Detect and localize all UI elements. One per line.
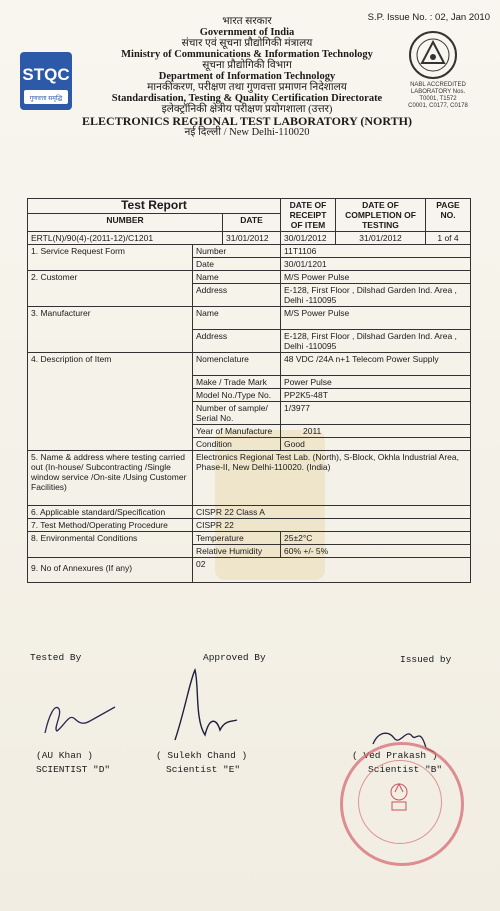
test-report-table	[27, 198, 471, 583]
nabl-line-4: C0001, C0177, C0178	[408, 103, 468, 109]
field-key: Temperature	[193, 532, 281, 545]
field-value: Good	[281, 438, 471, 451]
approver-title: Scientist "E"	[166, 764, 241, 775]
header-line-4: Ministry of Communications & Information Technology	[121, 49, 373, 60]
table-row	[28, 532, 471, 545]
field-key: Relative Humidity	[193, 545, 281, 558]
approver-signature-icon	[165, 660, 255, 750]
field-key: Model No./Type No.	[193, 389, 281, 402]
report-receipt: 30/01/2012	[281, 232, 336, 245]
row-label: 9. No of Annexures (If any)	[28, 558, 193, 583]
field-key: Make / Trade Mark	[193, 376, 281, 389]
svg-text:गुणवत्ता समृद्धि: गुणवत्ता समृद्धि	[29, 96, 63, 102]
table-row	[28, 245, 471, 258]
svg-text:STQC: STQC	[22, 65, 70, 84]
tested-by-label: Tested By	[30, 652, 82, 663]
row-label: 4. Description of Item	[28, 353, 193, 451]
emblem-icon	[386, 778, 412, 814]
field-value: 60% +/- 5%	[281, 545, 471, 558]
nabl-logo-icon	[408, 30, 458, 80]
row-label: 1. Service Request Form	[28, 245, 193, 271]
field-value: E-128, First Floor , Dilshad Garden Ind. Area , Delhi -110095	[281, 330, 471, 353]
header-line-11: नई दिल्ली / New Delhi-110020	[184, 127, 310, 138]
issuer-title: Scientist "B"	[368, 764, 443, 775]
field-key: Number of sample/ Serial No.	[193, 402, 281, 425]
issue-number: S.P. Issue No. : 02, Jan 2010	[367, 12, 490, 23]
date-header: DATE	[223, 214, 281, 232]
header-line-1: भारत सरकार	[222, 16, 272, 27]
field-value: PP2K5-48T	[281, 389, 471, 402]
field-value: 25±2°C	[281, 532, 471, 545]
field-value: 30/01/1201	[281, 258, 471, 271]
field-value: M/S Power Pulse	[281, 307, 471, 330]
report-completion: 31/01/2012	[336, 232, 426, 245]
report-number: ERTL(N)/90(4)-(2011-12)/C1201	[28, 232, 223, 245]
field-value: 48 VDC /24A n+1 Telecom Power Supply	[281, 353, 471, 376]
issued-by-label: Issued by	[400, 654, 452, 665]
tester-signature-icon	[35, 695, 125, 740]
page-header: PAGE NO.	[426, 199, 471, 232]
nabl-line-3: T0001, T1572	[419, 96, 457, 102]
table-row	[28, 353, 471, 376]
header-line-9: इलेक्ट्रॉनिकी क्षेत्रीय परीक्षण प्रयोगशाला (उत्तर)	[161, 104, 333, 115]
header-line-5: सूचना प्रौद्योगिकी विभाग	[202, 60, 292, 71]
number-header: NUMBER	[28, 214, 223, 232]
field-key: Name	[193, 271, 281, 284]
row-label: 3. Manufacturer	[28, 307, 193, 353]
field-key: Address	[193, 284, 281, 307]
field-value: E-128, First Floor , Dilshad Garden Ind. Area , Delhi -110095	[281, 284, 471, 307]
table-row	[28, 307, 471, 330]
approved-by-label: Approved By	[203, 652, 266, 663]
table-row	[28, 519, 471, 532]
report-values-row	[28, 232, 471, 245]
row-label: 2. Customer	[28, 271, 193, 307]
field-value: 2011	[281, 425, 471, 438]
tester-name: (AU Khan )	[36, 750, 94, 761]
field-key: Name	[193, 307, 281, 330]
nabl-line-2: LABORATORY Nos.	[410, 89, 466, 95]
stqc-logo-icon	[20, 52, 72, 110]
nabl-accreditation	[390, 82, 486, 110]
header-line-2: Government of India	[199, 27, 295, 38]
issuer-name: ( Ved Prakash )	[352, 750, 438, 761]
field-value: Electronics Regional Test Lab. (North), S-Block, Okhla Industrial Area, Phase-II, New Delhi-110020. (India)	[193, 451, 471, 506]
nabl-line-1: NABL ACCREDITED	[410, 82, 466, 88]
letterhead	[82, 16, 412, 138]
table-row	[28, 451, 471, 506]
row-label: 8. Environmental Conditions	[28, 532, 193, 558]
field-key: Year of Manufacture	[193, 425, 281, 438]
field-key: Condition	[193, 438, 281, 451]
field-key: Date	[193, 258, 281, 271]
field-value: 02	[193, 558, 471, 583]
field-value: CISPR 22	[193, 519, 471, 532]
field-value: Power Pulse	[281, 376, 471, 389]
field-key: Address	[193, 330, 281, 353]
report-title: Test Report	[28, 199, 281, 214]
table-row	[28, 558, 471, 583]
receipt-header: DATE OF RECEIPT OF ITEM	[281, 199, 336, 232]
row-label: 6. Applicable standard/Specification	[28, 506, 193, 519]
header-line-6: Department of Information Technology	[158, 71, 336, 82]
field-value: 11T1106	[281, 245, 471, 258]
field-value: 1/3977	[281, 402, 471, 425]
report-date: 31/01/2012	[223, 232, 281, 245]
field-key: Nomenclature	[193, 353, 281, 376]
row-label: 7. Test Method/Operating Procedure	[28, 519, 193, 532]
header-line-3: संचार एवं सूचना प्रौद्योगिकी मंत्रालय	[181, 38, 313, 49]
row-label: 5. Name & address where testing carried out (In-house/ Subcontracting /Single window service /On-site /Using Customer Facilities)	[28, 451, 193, 506]
report-header-row	[28, 199, 471, 214]
field-value: M/S Power Pulse	[281, 271, 471, 284]
field-value: CISPR 22 Class A	[193, 506, 471, 519]
tester-title: SCIENTIST "D"	[36, 764, 111, 775]
table-row	[28, 271, 471, 284]
field-key: Number	[193, 245, 281, 258]
report-page: 1 of 4	[426, 232, 471, 245]
header-line-7: मानकीकरण, परीक्षण तथा गुणवत्ता प्रमाणन निदेशालय	[147, 82, 347, 93]
completion-header: DATE OF COMPLETION OF TESTING	[336, 199, 426, 232]
approver-name: ( Sulekh Chand )	[156, 750, 248, 761]
header-line-10: ELECTRONICS REGIONAL TEST LABORATORY (NORTH)	[82, 114, 412, 128]
header-line-8: Standardisation, Testing & Quality Certification Directorate	[111, 93, 383, 104]
table-row	[28, 506, 471, 519]
